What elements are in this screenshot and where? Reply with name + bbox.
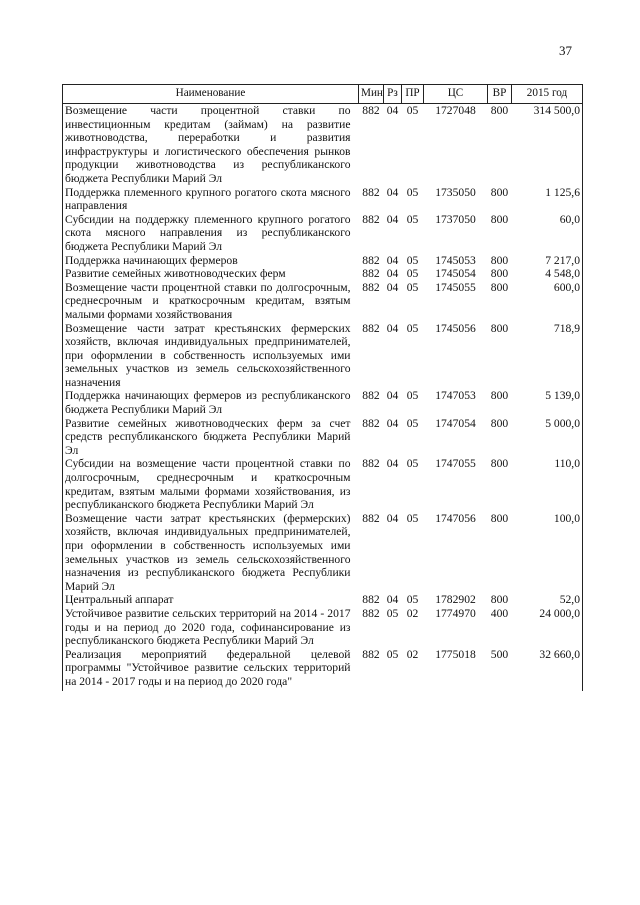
table-row: [63, 607, 583, 648]
cell-rz: 04: [386, 267, 399, 281]
table-row: [63, 417, 583, 458]
cell-pr: 05: [406, 321, 419, 335]
cell-vr: 800: [490, 457, 509, 471]
cell-name: Развитие семейных животноводческих ферм за счет средств республиканского бюджета Республики Марий Эл: [63, 417, 359, 458]
table-row: [63, 186, 583, 213]
cell-pr: 05: [406, 212, 419, 226]
cell-amount: 1 125,6: [512, 186, 583, 213]
cell-vr: 800: [490, 321, 509, 335]
cell-pr: 05: [406, 253, 419, 267]
cell-rz: 04: [386, 389, 399, 403]
cell-name: Поддержка начинающих фермеров: [63, 254, 359, 268]
cell-vr: 800: [490, 212, 509, 226]
cell-amount: 52,0: [512, 593, 583, 607]
cell-pr: 05: [406, 511, 419, 525]
cell-pr: 05: [406, 593, 419, 607]
cell-name: Поддержка начинающих фермеров из республиканского бюджета Республики Марий Эл: [63, 389, 359, 416]
cell-vr: 800: [490, 267, 509, 281]
cell-amount: 4 548,0: [512, 267, 583, 281]
cell-vr: 800: [490, 389, 509, 403]
cell-cs: 1747053: [435, 389, 476, 403]
cell-rz: 04: [386, 416, 399, 430]
cell-cs: 1745055: [435, 280, 476, 294]
table-row: [63, 512, 583, 594]
cell-cs: 1775018: [435, 647, 476, 661]
cell-name: Реализация мероприятий федеральной целевой программы "Устойчивое развитие сельских территорий на 2014 - 2017 годы и на период до 2020 года": [63, 648, 359, 691]
table-row: [63, 254, 583, 268]
cell-vr: 400: [490, 606, 509, 620]
header-min: Мин: [359, 85, 384, 104]
cell-amount: 32 660,0: [512, 648, 583, 691]
cell-min: 882: [362, 389, 380, 403]
table-body: [63, 104, 583, 691]
cell-vr: 800: [490, 593, 509, 607]
cell-min: 882: [362, 253, 380, 267]
cell-vr: 800: [490, 511, 509, 525]
cell-min: 882: [362, 647, 380, 661]
cell-name: Устойчивое развитие сельских территорий на 2014 - 2017 годы и на период до 2020 года, софинансирование из республиканского бюджета Республики Марий Эл: [63, 607, 359, 648]
cell-amount: 5 139,0: [512, 389, 583, 416]
cell-pr: 05: [406, 267, 419, 281]
cell-vr: 500: [490, 647, 509, 661]
cell-min: 882: [362, 593, 380, 607]
cell-amount: 718,9: [512, 322, 583, 390]
cell-amount: 110,0: [512, 457, 583, 511]
budget-table: [62, 84, 583, 691]
table-row: [63, 457, 583, 511]
table-row: [63, 648, 583, 691]
cell-rz: 04: [386, 321, 399, 335]
cell-name: Возмещение части затрат крестьянских фермерских хозяйств, включая индивидуальных предпринимателей, при оформлении в собственность используемых ими земельных участков из земель сельскохозяйственного назначения: [63, 322, 359, 390]
table-row: [63, 593, 583, 607]
cell-min: 882: [362, 511, 380, 525]
table-row: [63, 389, 583, 416]
cell-vr: 800: [490, 416, 509, 430]
cell-vr: 800: [490, 280, 509, 294]
cell-name: Возмещение части процентной ставки по инвестиционным кредитам (займам) на развитие животноводства, переработки и развития инфраструктуры и логистического обеспечения рынков продукции животноводства из республиканского бюджета Республики Марий Эл: [63, 104, 359, 186]
cell-cs: 1745056: [435, 321, 476, 335]
cell-rz: 05: [386, 606, 399, 620]
cell-rz: 05: [386, 647, 399, 661]
cell-name: Субсидии на поддержку племенного крупного рогатого скота мясного направления из республиканского бюджета Республики Марий Эл: [63, 213, 359, 254]
cell-pr: 05: [406, 389, 419, 403]
cell-min: 882: [362, 606, 380, 620]
cell-pr: 02: [406, 647, 419, 661]
table-row: [63, 213, 583, 254]
cell-rz: 04: [386, 280, 399, 294]
cell-cs: 1747054: [435, 416, 476, 430]
cell-cs: 1745054: [435, 267, 476, 281]
cell-amount: 7 217,0: [512, 254, 583, 268]
cell-min: 882: [362, 321, 380, 335]
header-vr: ВР: [488, 85, 512, 104]
table-row: [63, 267, 583, 281]
cell-pr: 05: [406, 185, 419, 199]
cell-amount: 314 500,0: [512, 104, 583, 186]
cell-name: Развитие семейных животноводческих ферм: [63, 267, 359, 281]
cell-amount: 600,0: [512, 281, 583, 322]
cell-min: 882: [362, 457, 380, 471]
cell-cs: 1745053: [435, 253, 476, 267]
cell-vr: 800: [490, 185, 509, 199]
cell-name: Центральный аппарат: [63, 593, 359, 607]
cell-rz: 04: [386, 511, 399, 525]
cell-pr: 05: [406, 457, 419, 471]
cell-cs: 1747055: [435, 457, 476, 471]
header-cs: ЦС: [424, 85, 488, 104]
cell-cs: 1774970: [435, 606, 476, 620]
cell-cs: 1782902: [435, 593, 476, 607]
cell-amount: 100,0: [512, 512, 583, 594]
cell-rz: 04: [386, 212, 399, 226]
cell-rz: 04: [386, 253, 399, 267]
table-header: [63, 85, 583, 104]
cell-amount: 5 000,0: [512, 417, 583, 458]
header-pr: ПР: [402, 85, 424, 104]
cell-cs: 1727048: [435, 104, 476, 117]
cell-min: 882: [362, 416, 380, 430]
page-number: 37: [559, 43, 572, 58]
cell-pr: 05: [406, 280, 419, 294]
cell-name: Поддержка племенного крупного рогатого скота мясного направления: [63, 186, 359, 213]
table-row: [63, 104, 583, 186]
header-name: Наименование: [63, 85, 359, 104]
cell-cs: 1737050: [435, 212, 476, 226]
cell-name: Возмещение части затрат крестьянских (фермерских) хозяйств, включая индивидуальных предпринимателей, при оформлении в собственность используемых ими земельных участков из земель сельскохозяйственного назначения из республиканского бюджета Республики Марий Эл: [63, 512, 359, 594]
table-row: [63, 281, 583, 322]
cell-min: 882: [362, 104, 380, 117]
cell-pr: 05: [406, 104, 419, 117]
cell-pr: 05: [406, 416, 419, 430]
cell-amount: 60,0: [512, 213, 583, 254]
cell-name: Возмещение части процентной ставки по долгосрочным, среднесрочным и краткосрочным кредитам, взятым малыми формами хозяйствования: [63, 281, 359, 322]
cell-cs: 1747056: [435, 511, 476, 525]
cell-min: 882: [362, 185, 380, 199]
cell-min: 882: [362, 267, 380, 281]
cell-name: Субсидии на возмещение части процентной ставки по долгосрочным, среднесрочным и краткосрочным кредитам, взятым малыми формами хозяйствования, из республиканского бюджета Республики Марий Эл: [63, 457, 359, 511]
cell-rz: 04: [386, 104, 399, 117]
cell-pr: 02: [406, 606, 419, 620]
cell-rz: 04: [386, 185, 399, 199]
cell-min: 882: [362, 280, 380, 294]
header-amount: 2015 год: [512, 85, 583, 104]
cell-amount: 24 000,0: [512, 607, 583, 648]
cell-rz: 04: [386, 457, 399, 471]
cell-vr: 800: [490, 253, 509, 267]
cell-min: 882: [362, 212, 380, 226]
header-rz: Рз: [384, 85, 402, 104]
cell-rz: 04: [386, 593, 399, 607]
cell-vr: 800: [490, 104, 509, 117]
cell-cs: 1735050: [435, 185, 476, 199]
table-row: [63, 322, 583, 390]
